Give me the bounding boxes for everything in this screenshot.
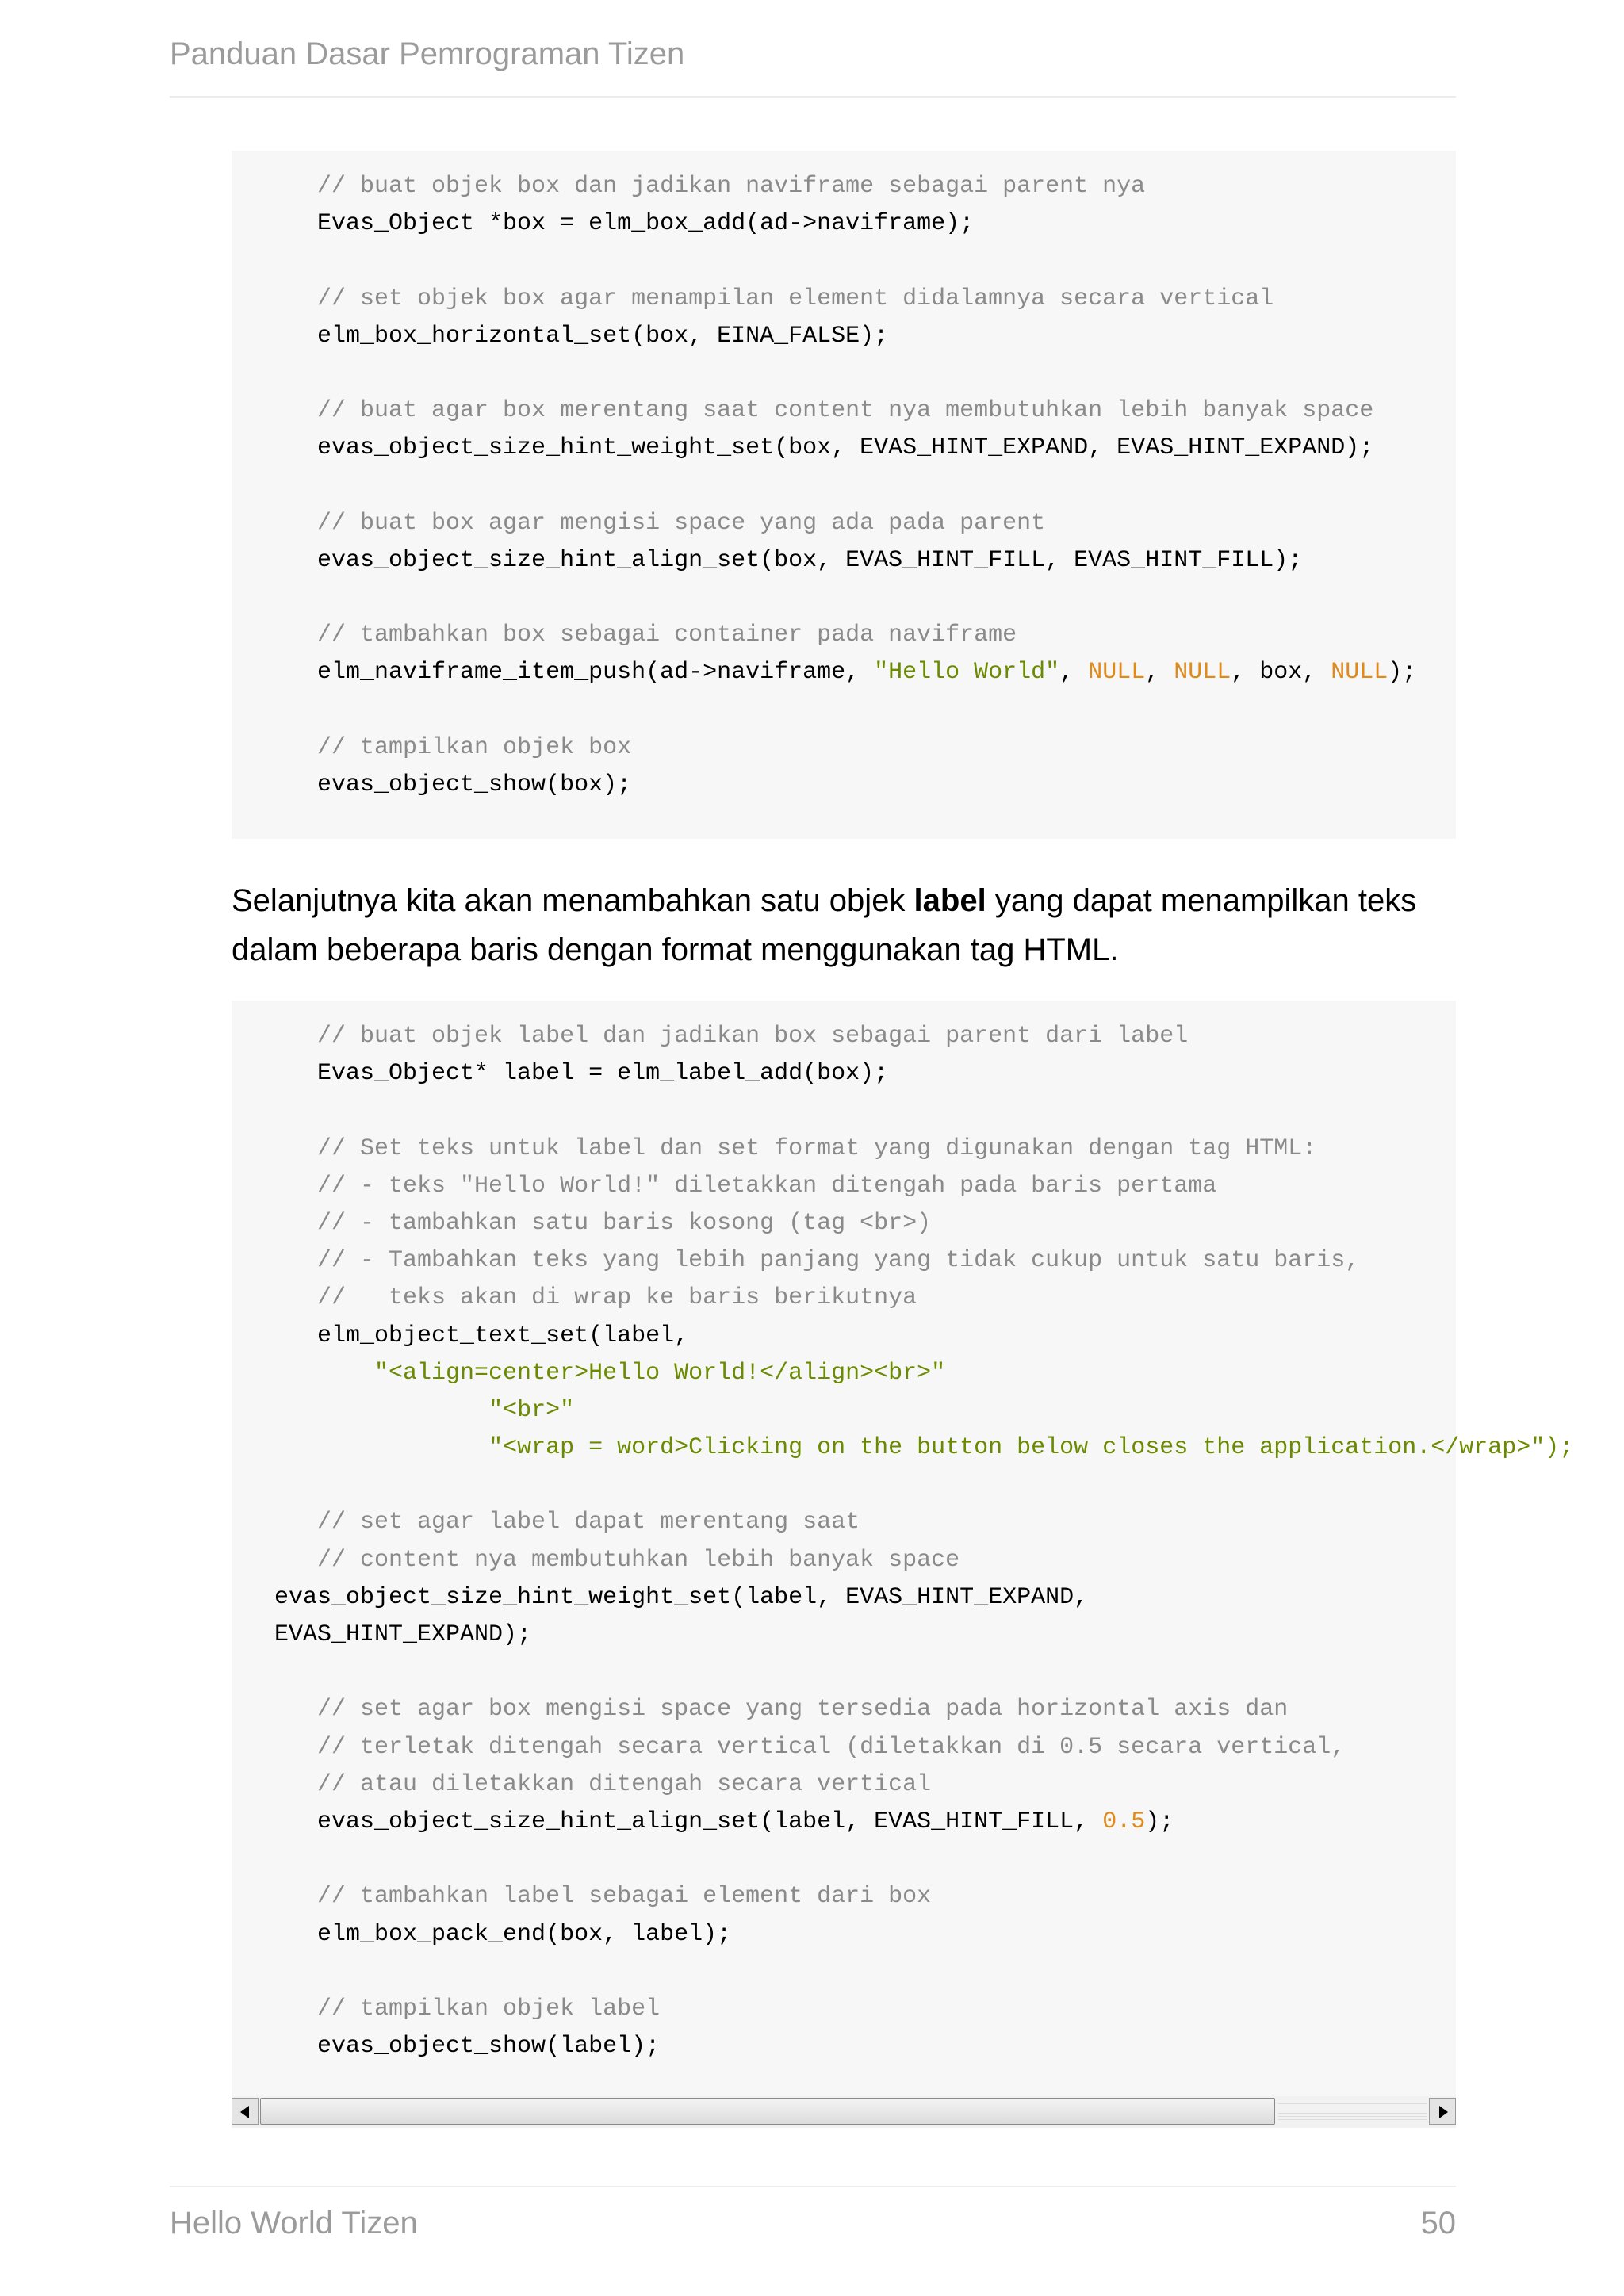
code-line [232, 205, 1416, 243]
code-line [232, 318, 1416, 355]
code-line [232, 2028, 1573, 2065]
code-token-comment: // tampilkan objek label [232, 1995, 661, 2022]
code-line [232, 1355, 1573, 1392]
code-token-const: 0.5 [1102, 1808, 1146, 1835]
code-line [232, 617, 1416, 654]
code-line [232, 1654, 1573, 1691]
paragraph-text-before: Selanjutnya kita akan menambahkan satu objek [232, 883, 914, 918]
code-token-comment: // buat agar box merentang saat content nya membutuhkan lebih banyak space [232, 397, 1374, 425]
code-token-plain: evas_object_size_hint_align_set(label, EVAS_HINT_FILL, [232, 1808, 1103, 1835]
code-token-comment: // tambahkan label sebagai element dari box [232, 1883, 932, 1911]
code-token-const: NULL [1088, 659, 1146, 687]
code-line [232, 1429, 1573, 1467]
code-token-plain: Evas_Object *box = elm_box_add(ad->naviframe); [232, 210, 975, 238]
code-line [232, 1055, 1573, 1093]
code-token-comment: // atau diletakkan ditengah secara vertical [232, 1770, 932, 1798]
code-token-string: "<wrap = word>Clicking on the button below closes the application.</wrap>"); [488, 1434, 1574, 1462]
code-line [232, 729, 1416, 767]
code-line [232, 580, 1416, 617]
code-token-plain: elm_box_horizontal_set(box, EINA_FALSE); [232, 322, 889, 350]
code-token-comment: // tampilkan objek box [232, 733, 632, 761]
code-line [232, 1617, 1573, 1654]
code-token-plain: evas_object_size_hint_weight_set(box, EVAS_HINT_EXPAND, EVAS_HINT_EXPAND); [232, 434, 1374, 462]
scroll-right-button[interactable] [1429, 2098, 1456, 2125]
code-line [232, 355, 1416, 392]
paragraph-bold-term: label [914, 883, 986, 918]
paragraph-text-after: yang dapat menampilkan teks dalam beberapa baris dengan format menggunakan tag HTML. [232, 883, 1417, 967]
code-token-plain [232, 1360, 374, 1387]
code-line [232, 430, 1416, 467]
code-line [232, 1691, 1573, 1728]
code-line [232, 1804, 1573, 1841]
code-line [232, 1242, 1573, 1280]
code-listing [232, 1018, 1573, 2065]
code-line [232, 1318, 1573, 1355]
code-token-comment: // content nya membutuhkan lebih banyak space [232, 1546, 960, 1574]
code-line [232, 392, 1416, 430]
code-line [232, 1542, 1573, 1579]
code-token-comment: // - tambahkan satu baris kosong (tag <br>) [232, 1209, 932, 1237]
code-token-string: "Hello World" [874, 659, 1060, 687]
code-token-plain: elm_object_text_set(label, [232, 1322, 689, 1349]
code-line [232, 281, 1416, 318]
code-line [232, 1841, 1573, 1878]
code-token-comment: // - Tambahkan teks yang lebih panjang yang tidak cukup untuk satu baris, [232, 1247, 1360, 1275]
horizontal-scrollbar[interactable] [232, 2096, 1456, 2128]
code-token-plain: evas_object_size_hint_weight_set(label, EVAS_HINT_EXPAND, [232, 1583, 1089, 1611]
triangle-left-icon [240, 2106, 249, 2118]
code-token-string: "<align=center>Hello World!</align><br>" [374, 1359, 946, 1387]
scrollbar-track[interactable] [1278, 2101, 1427, 2122]
code-token-comment: // set agar box mengisi space yang tersedia pada horizontal axis dan [232, 1696, 1289, 1724]
footer-divider [170, 2186, 1456, 2187]
code-line [232, 1954, 1573, 1991]
code-token-plain: , [1145, 659, 1174, 687]
code-token-plain: ); [1145, 1808, 1174, 1835]
body-paragraph [232, 876, 1469, 974]
triangle-right-icon [1439, 2106, 1448, 2118]
code-listing [232, 168, 1416, 804]
code-line [232, 1280, 1573, 1317]
code-block-box [232, 151, 1456, 839]
code-line [232, 1766, 1573, 1804]
code-token-const: NULL [1331, 659, 1388, 687]
code-line [232, 542, 1416, 580]
code-line [232, 505, 1416, 542]
code-token-plain: evas_object_show(box); [232, 771, 632, 798]
code-token-plain: , box, [1231, 659, 1331, 687]
footer-chapter-title: Hello World Tizen [170, 2206, 418, 2241]
code-line [232, 1991, 1573, 2028]
code-line [232, 1392, 1573, 1429]
code-line [232, 1878, 1573, 1915]
code-line [232, 692, 1416, 729]
code-token-plain: evas_object_size_hint_align_set(box, EVAS_HINT_FILL, EVAS_HINT_FILL); [232, 546, 1303, 574]
code-line [232, 654, 1416, 691]
code-token-plain: ); [1388, 659, 1417, 687]
code-line [232, 1093, 1573, 1130]
code-line [232, 767, 1416, 804]
code-token-comment: // buat objek label dan jadikan box sebagai parent dari label [232, 1023, 1189, 1050]
code-token-plain: elm_naviframe_item_push(ad->naviframe, [232, 659, 875, 687]
scrollbar-thumb[interactable] [260, 2098, 1275, 2125]
code-token-comment: // Set teks untuk label dan set format yang digunakan dengan tag HTML: [232, 1135, 1317, 1162]
code-line [232, 1579, 1573, 1617]
code-token-comment: // tambahkan box sebagai container pada naviframe [232, 622, 1017, 649]
code-line [232, 1467, 1573, 1504]
code-token-plain [232, 1397, 488, 1424]
code-line [232, 1018, 1573, 1055]
code-token-plain [232, 1434, 488, 1461]
running-header: Panduan Dasar Pemrograman Tizen [170, 36, 685, 71]
code-token-comment: // terletak ditengah secara vertical (diletakkan di 0.5 secara vertical, [232, 1733, 1346, 1761]
code-line [232, 1168, 1573, 1205]
code-line [232, 1205, 1573, 1242]
code-token-comment: // - teks "Hello World!" diletakkan ditengah pada baris pertama [232, 1172, 1217, 1200]
code-block-label [232, 1001, 1574, 2128]
code-token-comment: // set objek box agar menampilan element didalamnya secara vertical [232, 285, 1274, 312]
code-line [232, 468, 1416, 505]
code-token-plain: EVAS_HINT_EXPAND); [232, 1621, 532, 1648]
code-line [232, 1729, 1573, 1766]
code-token-const: NULL [1174, 659, 1231, 687]
code-line [232, 1131, 1573, 1168]
code-token-plain: Evas_Object* label = elm_label_add(box); [232, 1060, 889, 1088]
code-token-comment: // buat box agar mengisi space yang ada pada parent [232, 509, 1046, 537]
code-line [232, 243, 1416, 280]
code-token-string: "<br>" [488, 1396, 575, 1424]
code-token-comment: // set agar label dapat merentang saat [232, 1509, 860, 1536]
code-token-comment: // teks akan di wrap ke baris berikutnya [232, 1284, 917, 1312]
code-line [232, 1504, 1573, 1541]
code-token-plain: elm_box_pack_end(box, label); [232, 1920, 732, 1948]
code-token-plain: evas_object_show(label); [232, 2033, 661, 2061]
code-token-plain: , [1059, 659, 1089, 687]
scroll-left-button[interactable] [232, 2098, 259, 2125]
code-line [232, 1916, 1573, 1954]
code-line [232, 168, 1416, 205]
page-number: 50 [1420, 2206, 1456, 2241]
code-token-comment: // buat objek box dan jadikan naviframe sebagai parent nya [232, 173, 1146, 200]
header-divider [170, 96, 1456, 98]
